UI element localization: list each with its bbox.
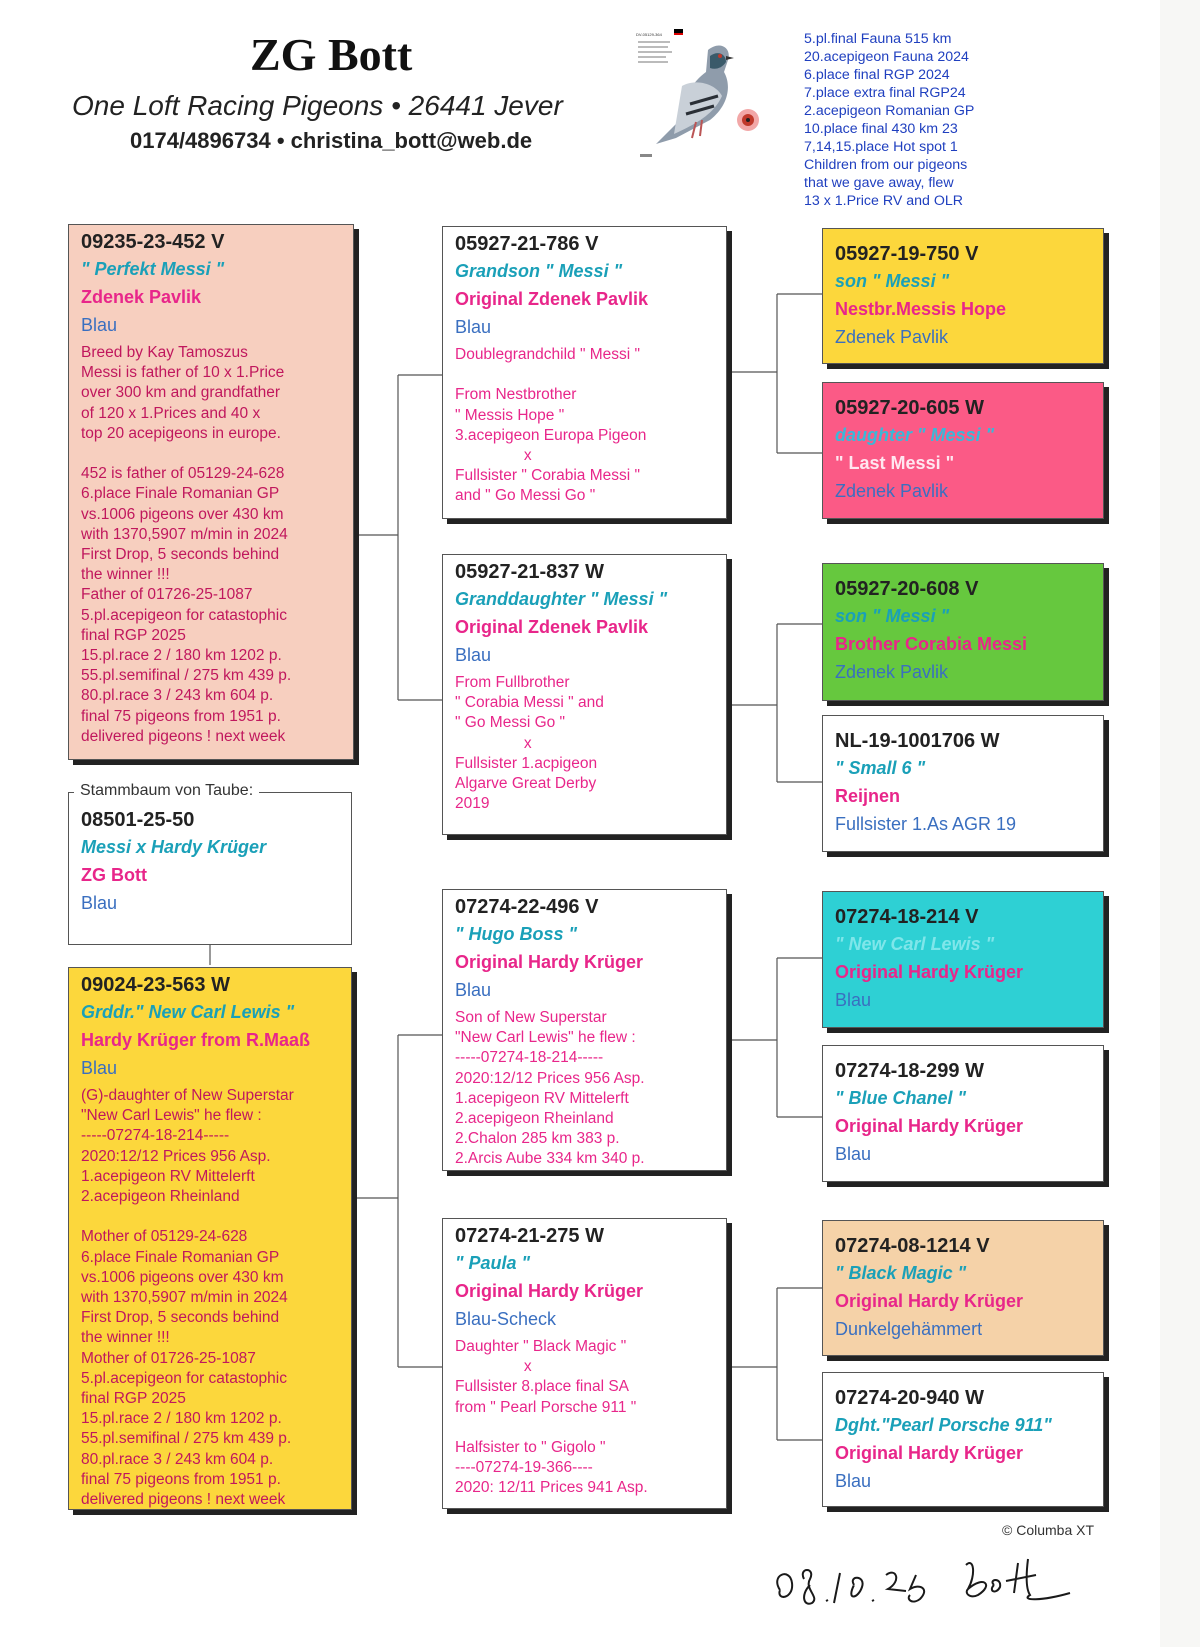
pigeon-name: Dght."Pearl Porsche 911": [835, 1415, 1052, 1435]
ring-number: 09235-23-452 V: [81, 231, 225, 253]
breeder-name: Original Zdenek Pavlik: [455, 617, 649, 637]
ring-number: 07274-18-299 W: [835, 1060, 984, 1082]
pigeon-notes: Doublegrandchild " Messi " From Nestbrother " Messis Hope " 3.acepigeon Europa Pigeon x Fullsister " Corabia Messi " and " Go Messi Go ": [455, 346, 647, 505]
grandparent-card: [442, 889, 727, 1171]
feather-color: Blau: [835, 1471, 872, 1491]
grandparent-card: [442, 226, 727, 519]
breeder-name: Original Hardy Krüger: [455, 1281, 644, 1301]
pigeon-name: " New Carl Lewis ": [835, 934, 995, 954]
feather-color: Zdenek Pavlik: [835, 327, 949, 347]
great-grandparent-card: [822, 228, 1104, 364]
dam-card: [68, 967, 352, 1510]
breeder-name: Brother Corabia Messi: [835, 634, 1028, 654]
pigeon-image-ring-label: DV-05129-364: [636, 32, 662, 37]
feather-color: Blau: [81, 893, 118, 913]
great-grandparent-card: [822, 715, 1104, 852]
feather-color: Blau: [455, 645, 492, 665]
great-grandparent-card: [822, 1220, 1104, 1356]
breeder-name: Original Hardy Krüger: [835, 1291, 1024, 1311]
subject-legend: Stammbaum von Taube:: [74, 782, 259, 800]
achievement-item: 13 x 1.Price RV and OLR: [804, 193, 964, 209]
pigeon-name: " Black Magic ": [835, 1263, 967, 1283]
page-title: ZG Bott: [250, 29, 413, 80]
achievement-item: 6.place final RGP 2024: [804, 67, 950, 83]
pigeon-notes: Son of New Superstar "New Carl Lewis" he flew : -----07274-18-214----- 2020:12/12 Prices 956 Asp. 1.acepigeon RV Mittelerft 2.acepigeon Rheinland 2.Chalon 285 km 383 p. 2.Arcis Aube 334 km 340 p.: [455, 1009, 645, 1168]
feather-color: Blau: [835, 990, 872, 1010]
breeder-name: Original Hardy Krüger: [835, 1443, 1024, 1463]
pigeon-name: son " Messi ": [835, 271, 950, 291]
subject-card: [68, 792, 352, 945]
pigeon-notes: (G)-daughter of New Superstar "New Carl Lewis" he flew : -----07274-18-214----- 2020:12/12 Prices 956 Asp. 1.acepigeon RV Mittelerft 2.acepigeon Rheinland Mother of 05129-24-628 6.place Finale Romanian GP vs.1006 pigeons over 430 km with 1370,5907 m/min in 2024 First Drop, 5 seconds behind the winner !!! Mother of 01726-25-1087 5.pl.acepigeon for catastophic final RGP 2025 15.pl.race 2 / 180 km 1202 p. 55.pl.semifinal / 275 km 439 p. 80.pl.race 3 / 243 km 604 p. final 75 pigeons from 1951 p. delivered pigeons ! next week: [81, 1087, 294, 1509]
contact-line: 0174/4896734 • christina_bott@web.de: [130, 128, 533, 153]
ring-number: 08501-25-50: [81, 809, 195, 831]
feather-color: Blau-Scheck: [455, 1309, 557, 1329]
ring-number: 05927-20-608 V: [835, 578, 979, 600]
breeder-name: Zdenek Pavlik: [81, 287, 202, 307]
breeder-name: ZG Bott: [81, 865, 147, 885]
pigeon-name: daughter " Messi ": [835, 425, 995, 445]
feather-color: Dunkelgehämmert: [835, 1319, 983, 1339]
feather-color: Blau: [835, 1144, 872, 1164]
ring-number: 05927-21-786 V: [455, 233, 599, 255]
feather-color: Blau: [81, 315, 118, 335]
pigeon-name: " Paula ": [455, 1253, 531, 1273]
copyright: © Columba XT: [1002, 1522, 1095, 1538]
ring-number: NL-19-1001706 W: [835, 730, 1000, 752]
ring-number: 05927-21-837 W: [455, 561, 604, 583]
ring-number: 07274-20-940 W: [835, 1387, 984, 1409]
feather-color: Blau: [81, 1058, 118, 1078]
achievement-item: 5.pl.final Fauna 515 km: [804, 31, 952, 47]
achievement-item: 2.acepigeon Romanian GP: [804, 103, 975, 119]
pigeon-notes: Breed by Kay Tamoszus Messi is father of 10 x 1.Price over 300 km and grandfather of 120 x 1.Prices and 40 x top 20 acepigeons in europe. 452 is father of 05129-24-628 6.place Finale Romanian GP vs.1006 pigeons over 430 km with 1370,5907 m/min in 2024 First Drop, 5 seconds behind the winner !!! Father of 01726-25-1087 5.pl.acepigeon for catastophic final RGP 2025 15.pl.race 2 / 180 km 1202 p. 55.pl.semifinal / 275 km 439 p. 80.pl.race 3 / 243 km 604 p. final 75 pigeons from 1951 p. delivered pigeons ! next week: [81, 344, 292, 745]
feather-color: Blau: [455, 317, 492, 337]
pigeon-name: " Blue Chanel ": [835, 1088, 967, 1108]
pigeon-name: son " Messi ": [835, 606, 950, 626]
breeder-name: Original Hardy Krüger: [455, 952, 644, 972]
ring-number: 09024-23-563 W: [81, 974, 230, 996]
page-subtitle: One Loft Racing Pigeons • 26441 Jever: [72, 90, 563, 121]
pigeon-name: Grddr." New Carl Lewis ": [81, 1002, 295, 1022]
achievement-item: 20.acepigeon Fauna 2024: [804, 49, 969, 65]
achievement-item: that we gave away, flew: [804, 175, 954, 191]
grandparent-card: [442, 1218, 727, 1509]
ring-number: 05927-20-605 W: [835, 397, 984, 419]
great-grandparent-card: [822, 891, 1104, 1028]
ring-number: 07274-22-496 V: [455, 896, 599, 918]
breeder-name: Original Zdenek Pavlik: [455, 289, 649, 309]
breeder-name: Nestbr.Messis Hope: [835, 299, 1007, 319]
pigeon-name: Messi x Hardy Krüger: [81, 837, 267, 857]
pigeon-name: Granddaughter " Messi ": [455, 589, 668, 609]
feather-color: Zdenek Pavlik: [835, 662, 949, 682]
achievement-item: 7,14,15.place Hot spot 1: [804, 139, 958, 155]
pigeon-name: " Hugo Boss ": [455, 924, 578, 944]
sire-card: [68, 224, 354, 760]
pigeon-notes: Daughter " Black Magic " x Fullsister 8.place final SA from " Pearl Porsche 911 " Halfsister to " Gigolo " ----07274-19-366---- 2020: 12/11 Prices 941 Asp.: [455, 1338, 648, 1497]
breeder-name: Hardy Krüger from R.Maaß: [81, 1030, 311, 1050]
achievement-item: Children from our pigeons: [804, 157, 968, 173]
pigeon-name: " Small 6 ": [835, 758, 926, 778]
handwritten-signature: [770, 1545, 1090, 1615]
ring-number: 05927-19-750 V: [835, 243, 979, 265]
feather-color: Zdenek Pavlik: [835, 481, 949, 501]
feather-color: Fullsister 1.As AGR 19: [835, 814, 1017, 834]
great-grandparent-card: [822, 1372, 1104, 1507]
breeder-name: " Last Messi ": [835, 453, 955, 473]
breeder-name: Original Hardy Krüger: [835, 1116, 1024, 1136]
breeder-name: Original Hardy Krüger: [835, 962, 1024, 982]
achievement-item: 7.place extra final RGP24: [804, 85, 966, 101]
feather-color: Blau: [455, 980, 492, 1000]
ring-number: 07274-08-1214 V: [835, 1235, 990, 1257]
breeder-name: Reijnen: [835, 786, 901, 806]
great-grandparent-card: [822, 563, 1104, 701]
ring-number: 07274-18-214 V: [835, 906, 979, 928]
ring-number: 07274-21-275 W: [455, 1225, 604, 1247]
great-grandparent-card: [822, 1045, 1104, 1182]
pigeon-name: " Perfekt Messi ": [81, 259, 225, 279]
grandparent-card: [442, 554, 727, 835]
pigeon-notes: From Fullbrother " Corabia Messi " and " Go Messi Go " x Fullsister 1.acpigeon Algarve Great Derby 2019: [455, 674, 604, 813]
great-grandparent-card: [822, 382, 1104, 519]
pigeon-name: Grandson " Messi ": [455, 261, 623, 281]
achievement-item: 10.place final 430 km 23: [804, 121, 958, 137]
